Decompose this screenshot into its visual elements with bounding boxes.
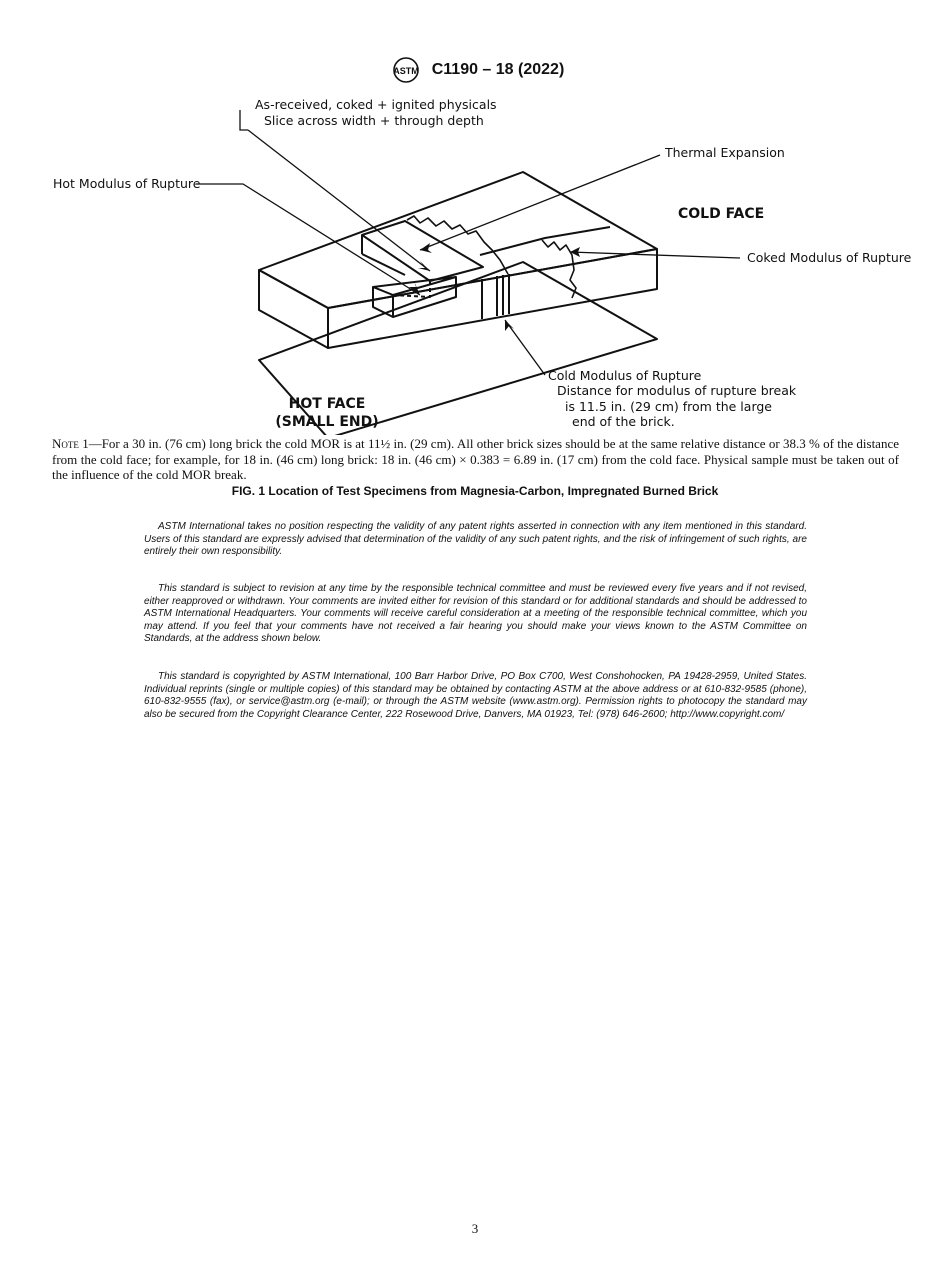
page-header bbox=[0, 56, 950, 84]
label-coked-mor: Coked Modulus of Rupture bbox=[747, 250, 912, 265]
coked-mor-leader bbox=[570, 252, 740, 258]
revision-disclaimer: This standard is subject to revision at any time by the responsible technical committee and must be reviewed every five years and if not revised, either reapproved or withdrawn. Your comments are invited either for revision of this standard or for additional standards and should be addressed to ASTM International Headquarters. Your comments will receive careful consideration at a meeting of the responsible technical committee, which you may attend. If you feel that your comments have not received a fair hearing you should make your views known to the ASTM Committee on Standards, at the address shown below. bbox=[144, 583, 807, 645]
leader-lines bbox=[196, 110, 740, 375]
figure-caption: FIG. 1 Location of Test Specimens from Magnesia-Carbon, Impregnated Burned Brick bbox=[231, 484, 719, 498]
brick-long-side bbox=[328, 249, 657, 348]
label-small-end: (SMALL END) bbox=[275, 414, 379, 430]
patent-disclaimer: ASTM International takes no position respecting the validity of any patent rights asserted in connection with any item mentioned in this standard. Users of this standard are expressly advised that determination of the validity of any such patent rights, and the risk of infringement of such rights, are entirely their own responsibility. bbox=[144, 521, 807, 558]
label-thermal-expansion: Thermal Expansion bbox=[665, 145, 785, 160]
label-cold-face: COLD FACE bbox=[678, 206, 765, 222]
thermal-leader bbox=[420, 155, 660, 250]
logo-text: ASTM bbox=[392, 66, 419, 76]
label-distance-2: is 11.5 in. (29 cm) from the large bbox=[565, 399, 772, 414]
coked-bar-top bbox=[480, 227, 610, 255]
brick-top bbox=[259, 172, 657, 308]
label-as-received-1: As-received, coked + ignited physicals bbox=[255, 97, 497, 112]
note-text: —For a 30 in. (76 cm) long brick the cold MOR is at 11½ in. (29 cm). All other brick sizes should be at the same relative distance or 38.3 % of the distance from the cold face; for example, for 18 in. (46 cm) long brick: 18 in. (46 cm) × 0.383 = 6.89 in. (17 cm) from the cold face. Physical sample must be taken out of the influence of the cold MOR break. bbox=[52, 436, 899, 482]
figure-note bbox=[52, 436, 899, 483]
as-received-bracket bbox=[240, 110, 248, 130]
label-hot-mor: Hot Modulus of Rupture bbox=[53, 176, 201, 191]
document-id: C1190 – 18 (2022) bbox=[431, 61, 565, 78]
page-number: 3 bbox=[471, 1221, 479, 1236]
brick-body bbox=[259, 172, 657, 348]
note-number: 1 bbox=[82, 436, 89, 451]
astm-logo bbox=[386, 56, 426, 84]
figure-1-brick-diagram bbox=[0, 90, 950, 435]
label-as-received-2: Slice across width + through depth bbox=[264, 113, 484, 128]
label-cold-mor: Cold Modulus of Rupture bbox=[548, 368, 702, 383]
note-label: Note bbox=[52, 436, 79, 451]
as-received-leader bbox=[248, 130, 430, 271]
cold-mor-leader bbox=[505, 320, 545, 375]
label-hot-face: HOT FACE bbox=[288, 396, 366, 412]
label-distance-3: end of the brick. bbox=[572, 414, 675, 429]
label-distance-1: Distance for modulus of rupture break bbox=[557, 383, 797, 398]
copyright-disclaimer: This standard is copyrighted by ASTM International, 100 Barr Harbor Drive, PO Box C700, West Conshohocken, PA 19428-2959, United States. Individual reprints (single or multiple copies) of this standard may be obtained by contacting ASTM at the above address or at 610-832-9585 (phone), 610-832-9555 (fax), or service@astm.org (e-mail); or through the ASTM website (www.astm.org). Permission rights to photocopy the standard may also be secured from the Copyright Clearance Center, 222 Rosewood Drive, Danvers, MA 01923, Tel: (978) 646-2600; http://www.copyright.com/ bbox=[144, 671, 807, 720]
brick-hot-face bbox=[259, 270, 328, 348]
hot-mor-leader bbox=[196, 184, 420, 295]
